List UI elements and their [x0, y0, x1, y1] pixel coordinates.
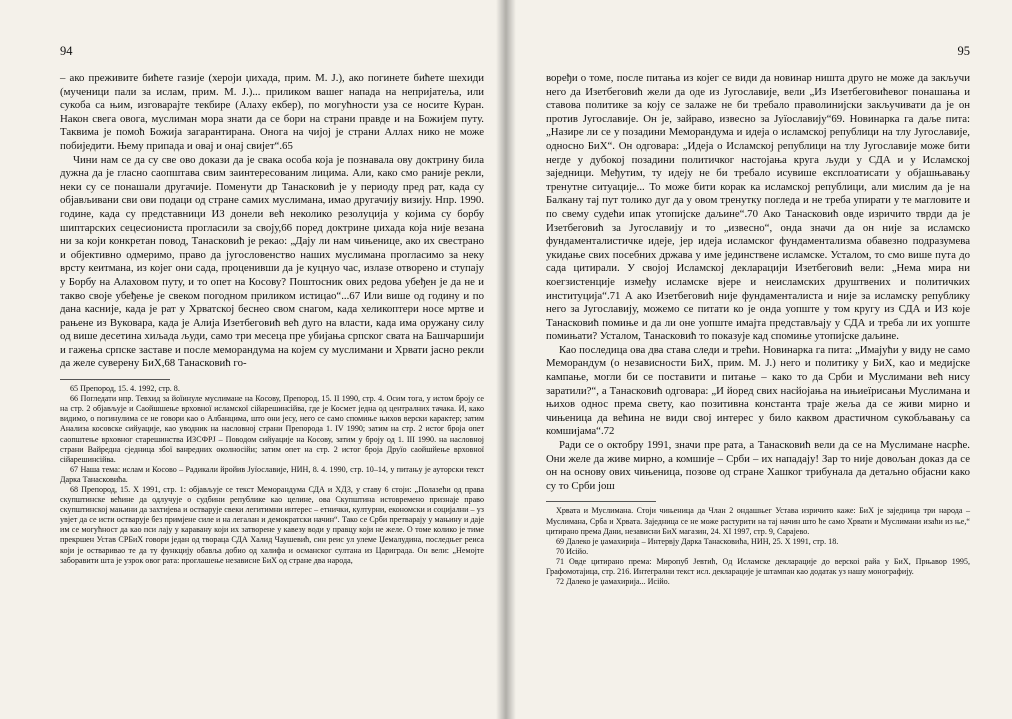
footnote: 68 Препород, 15. X 1991, стр. 1: објављује се текст Меморандума СДА и ХДЗ, у ставу 6 стоји: „Полазећи од права скупштинске већине да одлучује о судбини републике као целине, ова Скупштина истовремено признаје право скупштинској мањини да захтијева и остварује свеки легитимни интерес – етнички, културни, економски и социјални – уз увјет да се исти остварује без примјене силе и на легалан и демократски начин“. Тако се Срби претварају у мањину и даје им се могућност да као пси лају у каравану који их затворене у кавезу води у правцу који не желе. О томе колико је тиме прекршен Устав СРБиХ говори један од твораца СДА Халид Чаушевић, син реис ул улеме Џемалудина, последњег реиса који је остваривао те да ту функцију обавља добио од халифа и османског султана из Цариграда. Он вели: „Немојте заборавити шта је узрок овог рата: проглашење независне БиХ од стране два народа, — [60, 485, 484, 565]
footnote: 71 Овде цитирано према: Миропуб Јевтић, Од Исламске декларације до верскоі райа у БиХ, Прњавор 1995, Графомотајица, стр. 216. Интегрални текст исл. декларације је штампан као додатак уз нашу монографију. — [546, 556, 970, 576]
paragraph: воређи о томе, после питања из којег се види да новинар ништа друго не може да закључи него да Изетбеговић жели да оде из Југославије, вели „Из Изетбеговићевог понашања и ставова политике за коју се залаже не би требало праволинијски закључивати да је он против Југославије. Он је, зайраво, извесно за Јуїославију“69. Новинарка га даље пита: „Назире ли се у позадини Меморандума и идеја о исламској републици на тлу Југославије, односно БиХ“. Он одговара: „Идеја о Исламској републици на тлу Југославије може бити негде у дубокој позадини политичког настојања круга људи у СДА и у Исламској заједници. Међутим, ту идеју не би требало исувише експлоатисати у објашњавању тренутне ситуације... То може бити корак ка исламској републици, али мислим да је на Балкану тај пут толико дуг да у овом тренутку погледа и не треба упирати у те магловите и по свему судећи ипак утопијске даљине“.70 Ако Танасковић овде изричито тврди да је Изетбеговић за Југославију и то „извесно“, онда значи да он није за исламско фундаменталистичке идеје, јер идеја исламског фундаментализма обавезно подразумева укидање свих посебних држава у име јединствене исламске. Усталом, то смо више пута до сада цитирали. У својој Исламској декларацији Изетбеговић вели: „Нема мира ни коегзистенције између исламске вјере и неисламских друштвених и политичких институција“.71 А ако Изетбеговић није фундаменталиста и није за исламску републику него за Југославију, можемо се питати ко је онда уопште у том кругу из СДА и ИЗ које Танасковић помиње и да ли оне уопште имајта представљају у СДА и треба ли их уопште помињати? Усталом, Танасковић то показује кад спомиње утопијске даљине. — [546, 72, 970, 343]
footnote-divider — [60, 379, 170, 380]
footnotes — [546, 506, 970, 587]
page-number: 94 — [60, 44, 73, 58]
footnote-divider — [546, 501, 656, 502]
paragraph: Као последица ова два става следи и трећи. Новинарка га пита: „Имајући у виду не само Меморандум (о независности БиХ, прим. М. Ј.) него и политику у БиХ, као и медијске кампање, могли би се поставити и питање – како то да Срби и Муслимани већ нису заратили?“, а Танасковић одговара: „И йоред свих насйојања на ињиеїрисањи Муслимана и њихов однос према свету, као позитивна константа траје жеља да се живи мирно и чињеница да већина не види свој интерес у било каквом драстичном сукобљавању са комшијама“.72 — [546, 343, 970, 438]
paragraph: – ако преживите бићете газије (хероји џихада, прим. М. Ј.), ако погинете бићете шехиди (мученици пали за ислам, прим. М. Ј.)... приликом вашег напада на непријатеља, или сукоба са њим, изговарајте текбире (Алаху екбер), по могућности уза се носите Куран. Након свега овога, муслиман мора знати да се бори на страни правде и на Божијем путу. Таквима је помоћ Божија загарантирана. Онога на чијој је страни Аллах нико не може побиједити. Њему припада и овај и онај свијет“.65 — [60, 72, 484, 152]
right-page — [506, 0, 1012, 719]
footnote: 67 Наша тема: ислам и Косово – Радикали йройив Јуїославије, НИН, 8. 4. 1990, стр. 10–14, у питању је ауторски текст Дарка Танасковића. — [60, 464, 484, 484]
body-text — [60, 72, 484, 371]
page-number: 95 — [957, 44, 970, 58]
footnote: Хрвата и Муслимана. Стоји чињеница да Члан 2 ондашњег Устава изричито каже: БиХ је заједница три народа – Муслимана, Срба и Хрвата. Заједница се не може растурити на тај начин што ће само Хрвати и Муслимани изаћи из ње,“ цитирано према Дани, независни БиХ магазин, 24. XI 1997, стр. 9, Сарајево. — [546, 506, 970, 536]
footnote: 65 Препород, 15. 4. 1992, стр. 8. — [70, 384, 180, 394]
footnote: 66 Погледати нпр. Тевхид за йоїинуле муслимане на Косову, Препород, 15. II 1990, стр. 4. Осим тога, у истом броју се на стр. 2 објављује и Саойшшење врховної исламскої сійарешинсійва, где је Космет једна од централних тачака. И, како видимо, о погинулима се не говори као о Албанцима, што они јесу, него се само спомиње њихов верски карактер; затим Анализа косовске сийуације, као уводник на насловној страни Препорода 1. IV 1990; затим на стр. 2 истог броја опет саопштење врховног старешинства ИЗСФРЈ – Поводом сийуације на Косову, затим у броју од 1. III 1990. на насловној страни Вайредна сједница збої ванредних околносійи; затим опет на стр. 2 истог броја Друїо саойшйење врховної сійарешинсійва. — [60, 394, 484, 464]
footnote: 69 Далеко је џамахирија – Интервју Дарка Танасковића, НИН, 25. X 1991, стр. 18. — [556, 536, 839, 546]
footnote: 70 Исійо. — [556, 546, 589, 556]
body-text — [546, 72, 970, 493]
paragraph: Чини нам се да су све ово докази да је свака особа која је познавала ову доктрину била дужна да је гласно саопштава свим заинтересованим лицима. Али, како смо раније рекли, неки су се понашали другачије. Поменути др Танасковић је у периоду пред рат, када су објављивани сви ови подаци од стране самих муслимана, имао другачију визију. Нпр. 1990. године, када су представници ИЗ донели већ неколико резолуција у којима су борбу шиптарских сецесиониста прогласили за своју,66 поред доктрине џихада која није везана ни за који конкретан повод, Танасковић је рекао: „Дају ли нам чињенице, ако их свестрано и објективно одмеримо, право да југословенство наших муслимана прогласимо за неку врсту кеитмана, из којег они сада, проценивши да је куцнуо час, излазе отворено и ступају у Борбу на Алаховом путу, и то опет на Косову? Поштосник ових редова убеђен је да не и такво своје убеђење је свеком погодном приликом истицао“...67 Или више од годину и по дана касније, када је рат у Хрватској беснео свом снагом, када хеликоптери носе мртве и рањене из Вуковара, када је Алија Изетбеговић већ дуго на власти, када има оружану силу од више десетина хиљада људи, само три месеца пре убијања српског свата на Башчаршији и гажења српске заставе и после меморандума на којем су муслимани и Хрвати јасно рекли да желе суверену БиХ,68 Танасковић го- — [60, 153, 484, 370]
paragraph: Ради се о октобру 1991, значи пре рата, а Танасковић вели да се на Муслимане насрће. Они желе да живе мирно, а комшије – Срби – их нападају! Зар то није довољан доказ да се он на основу ових чињеница, позове од стране Хашког трибунала да детаљно објасни како су то Срби још — [546, 439, 970, 492]
footnotes — [60, 384, 484, 566]
footnote: 72 Далеко је џамахирија... Исійо. — [556, 577, 670, 587]
